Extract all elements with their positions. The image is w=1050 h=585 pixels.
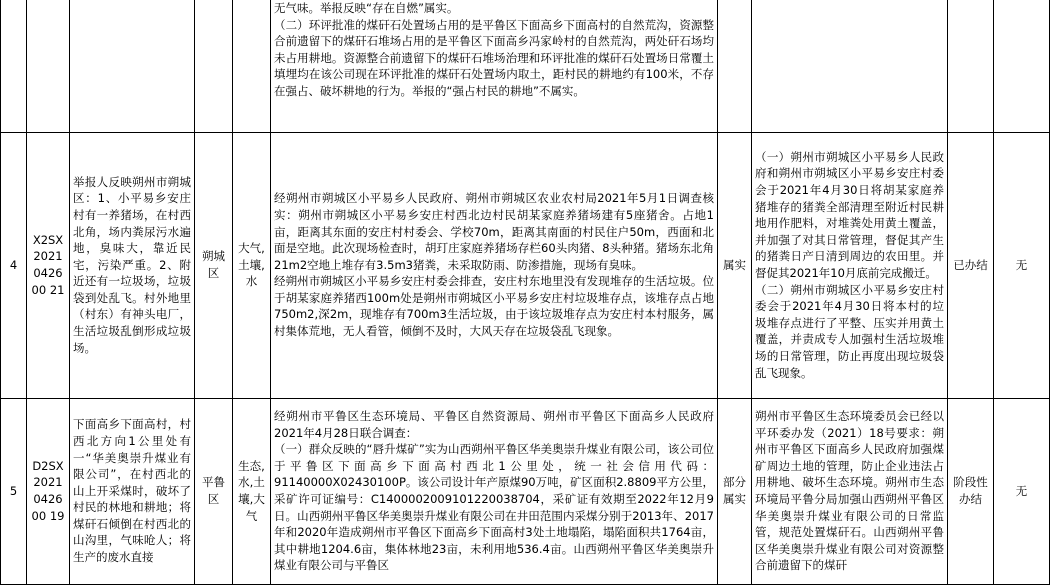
handling-cell [752, 0, 948, 132]
no-cell: 4 [1, 132, 27, 398]
no-cell: 5 [1, 398, 27, 584]
table-row [1, 132, 1050, 398]
complaint-cell: 举报人反映朔州市朔城区：1、小平易乡安庄村有一养猪场，在村西北角，场内粪尿污水遍地，臭味大，靠近民宅，污染严重。2、附近还有一垃圾场，垃圾袋到处乱飞。村外地里（村东）有神头电厂，生活垃圾乱倒形成垃圾场。 [70, 132, 195, 398]
verdict-cell [718, 0, 752, 132]
pollution-cell [233, 0, 271, 132]
accountability-cell: 无 [994, 132, 1050, 398]
table-row-continuation [1, 0, 1050, 132]
findings-text: 经朔州市平鲁区生态环境局、平鲁区自然资源局、朔州市平鲁区下面高乡人民政府2021年4月28日联合调查： [274, 409, 714, 440]
district-cell [195, 0, 233, 132]
district-cell: 平鲁区 [195, 398, 233, 584]
code-cell [27, 0, 70, 132]
accountability-cell: 无 [994, 398, 1050, 584]
complaint-cell: 下面高乡下面高村，村西北方向1公里处有一“华美奥崇升煤业有限公司”，在村西北的山上开采煤时，破坏了村民的林地和耕地；将煤矸石倾倒在村西北的山沟里，气味呛人；将生产的废水直接 [70, 398, 195, 584]
findings-text: 无气味。举报反映“存在自燃”属实。 [274, 1, 459, 15]
handling-text: 朔州市平鲁区生态环境委员会已经以平环委办发（2021）18号要求：朔州市平鲁区下面高乡人民政府加强煤矿周边土地的管理，防止企业违法占用耕地、破坏生态环境。朔州市生态环境局平鲁分局加强山西朔州平鲁区华美奥崇升煤业有限公司的日常监管，规范处置煤矸石。山西朔州平鲁区华美奥崇升煤业有限公司对资源整合前遗留下的煤矸 [755, 409, 944, 573]
code-cell: X2SX2021042600 21 [27, 132, 70, 398]
handling-cell [752, 132, 948, 398]
findings-cell [271, 132, 718, 398]
verdict-cell: 部分属实 [718, 398, 752, 584]
findings-cell [271, 0, 718, 132]
findings-cell [271, 398, 718, 584]
findings-text: 经朔州市朔城区小平易乡安庄村委会排查，安庄村东地里没有发现堆存的生活垃圾。位于胡某家庭养猪西100m处是朔州市朔城区小平易乡安庄村垃圾堆存点，该堆存点占地750m2,深2m，现堆存有700m3生活垃圾，由于该垃圾堆存点为安庄村本村服务，属村集体荒地，无人看管，倾倒不及时，大风天存在垃圾袋乱飞现象。 [274, 274, 714, 339]
no-cell [1, 0, 27, 132]
status-cell [948, 0, 994, 132]
accountability-cell [994, 0, 1050, 132]
code-cell: D2SX2021042600 19 [27, 398, 70, 584]
handling-cell [752, 398, 948, 584]
status-cell: 阶段性办结 [948, 398, 994, 584]
handling-text: （二）朔州市朔城区小平易乡安庄村委会于2021年4月30日将本村的垃圾堆存点进行了平整、压实并用黄土覆盖，并责成专人加强村生活垃圾堆场的日常管理，防止再度出现垃圾袋乱飞现象。 [755, 282, 944, 380]
pollution-cell: 大气,土壤,水 [233, 132, 271, 398]
table-row [1, 398, 1050, 584]
pollution-cell: 生态,水,土壤,大气 [233, 398, 271, 584]
handling-text: （一）朔州市朔城区小平易乡人民政府和朔州市朔城区小平易乡安庄村委会于2021年4月30日将胡某家庭养猪堆存的猪粪全部清理至附近村民耕地用作肥料，对堆粪处用黄土覆盖，并加强了对其日常管理，督促其产生的猪粪日产日清到周边的农田里。并督促其2021年10月底前完成搬迁。 [755, 149, 944, 280]
findings-text: （一）群众反映的“唇升煤矿”实为山西朔州平鲁区华美奥崇升煤业有限公司，该公司位于平鲁区下面高乡下面高村西北1公里处，统一社会信用代码：91140000X02430100P。该公司设计年产原煤90万吨，矿区面积2.8809平方公里，采矿许可证编号：C1400002009101220038704，采矿证有效期至2022年12月9日。山西朔州平鲁区华美奥崇升煤业有限公司在井田范围内采煤分别于2013年、2017年和2020年造成朔州市平鲁区下面高乡下面高村3处土地塌陷，塌陷面积共1764亩，其中耕地1204.6亩，集体林地23亩，未利用地536.4亩。山西朔州平鲁区华美奥崇升煤业有限公司与平鲁区 [274, 442, 714, 573]
complaint-cell [70, 0, 195, 132]
district-cell: 朔城区 [195, 132, 233, 398]
findings-text: （二）环评批准的煤矸石处置场占用的是平鲁区下面高乡下面高村的自然荒沟，资源整合前遗留下的煤矸石堆场占用的是平鲁区下面高乡冯家岭村的自然荒沟，两处矸石场均未占用耕地。资源整合前遗留下的煤矸石堆场治理和环评批准的煤矸石处置场日常覆土填埋均在该公司现在环评批准的煤矸石处置场内取土，距村民的耕地约有100米，不存在强占、破坏耕地的行为。举报的“强占村民的耕地”不属实。 [274, 17, 714, 98]
findings-text: 经朔州市朔城区小平易乡人民政府、朔州市朔城区农业农村局2021年5月1日调查核实：朔州市朔城区小平易乡安庄村西北边村民胡某家庭养猪场建有5座猪舍。占地1亩，距离其东面的安庄村村委会、学校70m，距离其南面的村民住户50m，西面和北面是空地。此次现场检查时，胡玎庄家庭养猪场存栏60头肉猪、8头种猪。猪场东北角21m2空地上堆存有3.5m3猪粪，未采取防雨、防渗措施，现场有臭味。 [274, 191, 714, 272]
verdict-cell: 属实 [718, 132, 752, 398]
status-cell: 已办结 [948, 132, 994, 398]
